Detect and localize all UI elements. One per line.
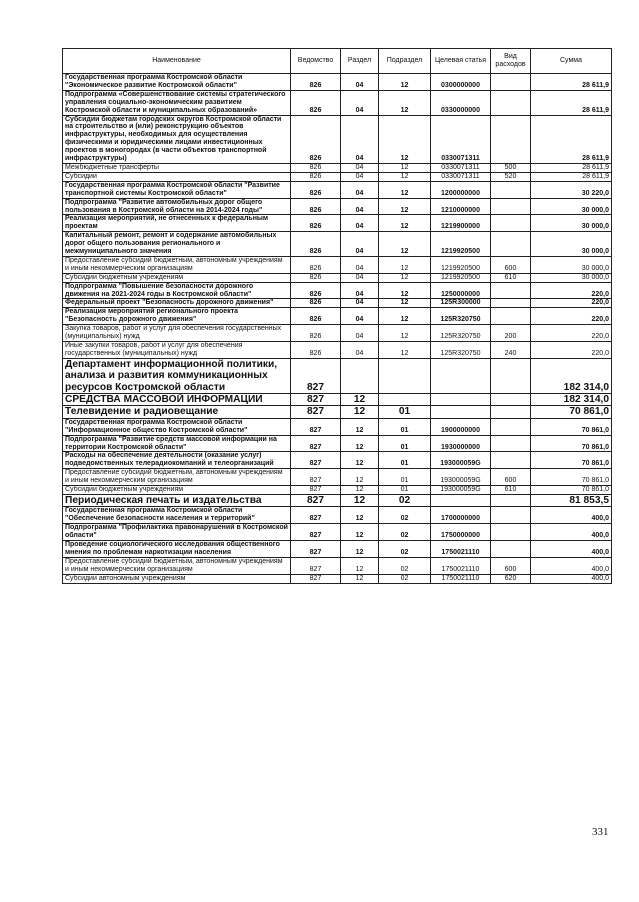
cell-subsection: 12 xyxy=(379,256,431,273)
cell-section: 04 xyxy=(341,115,379,163)
cell-exp xyxy=(491,215,531,232)
cell-sum: 400,0 xyxy=(531,507,612,524)
cell-sum: 28 611,9 xyxy=(531,74,612,91)
cell-section: 04 xyxy=(341,181,379,198)
cell-exp xyxy=(491,435,531,452)
cell-dept: 827 xyxy=(291,524,341,541)
table-row xyxy=(63,232,612,257)
cell-target xyxy=(431,394,491,406)
cell-target: 1250000000 xyxy=(431,282,491,299)
cell-subsection: 12 xyxy=(379,282,431,299)
cell-target: 193000059G xyxy=(431,452,491,469)
cell-subsection: 02 xyxy=(379,557,431,574)
table-row xyxy=(63,308,612,325)
cell-sum: 220,0 xyxy=(531,342,612,359)
cell-dept: 826 xyxy=(291,282,341,299)
cell-exp xyxy=(491,74,531,91)
table-row xyxy=(63,557,612,574)
cell-exp: 610 xyxy=(491,486,531,495)
cell-target: 1750021110 xyxy=(431,541,491,558)
cell-exp xyxy=(491,495,531,507)
cell-exp: 620 xyxy=(491,574,531,583)
cell-target xyxy=(431,495,491,507)
cell-dept: 826 xyxy=(291,308,341,325)
cell-section: 04 xyxy=(341,163,379,172)
cell-exp: 600 xyxy=(491,557,531,574)
cell-name: Субсидии бюджетам городских округов Костромской области на строительство и (или) реконструкцию объектов инфраструктуры, необходимых для осуществления физическими и юридическими лицами инвестиционных проектов в моногородах (в части объектов транспортной инфраструктуры) xyxy=(63,115,291,163)
cell-name: Субсидии автономным учреждениям xyxy=(63,574,291,583)
header-dept: Ведомство xyxy=(291,49,341,74)
cell-sum: 400,0 xyxy=(531,541,612,558)
cell-exp xyxy=(491,198,531,215)
table-row xyxy=(63,452,612,469)
cell-exp: 600 xyxy=(491,469,531,486)
cell-name: Периодическая печать и издательства xyxy=(63,495,291,507)
cell-dept: 827 xyxy=(291,418,341,435)
cell-subsection: 12 xyxy=(379,90,431,115)
cell-subsection: 02 xyxy=(379,524,431,541)
table-row xyxy=(63,418,612,435)
cell-sum: 220,0 xyxy=(531,308,612,325)
table-row xyxy=(63,495,612,507)
cell-dept: 826 xyxy=(291,172,341,181)
cell-target: 0300000000 xyxy=(431,74,491,91)
cell-dept: 826 xyxy=(291,299,341,308)
cell-sum: 81 853,5 xyxy=(531,495,612,507)
cell-target: 193000059G xyxy=(431,469,491,486)
table-row xyxy=(63,215,612,232)
cell-subsection: 12 xyxy=(379,273,431,282)
cell-name: Межбюджетные трансферты xyxy=(63,163,291,172)
cell-name: Государственная программа Костромской области "Экономическое развитие Костромской области" xyxy=(63,74,291,91)
cell-target: 1219900000 xyxy=(431,215,491,232)
cell-dept: 827 xyxy=(291,557,341,574)
cell-sum: 220,0 xyxy=(531,325,612,342)
cell-dept: 826 xyxy=(291,74,341,91)
cell-dept: 826 xyxy=(291,232,341,257)
cell-section: 04 xyxy=(341,74,379,91)
cell-sum: 400,0 xyxy=(531,557,612,574)
cell-exp: 600 xyxy=(491,256,531,273)
table-row xyxy=(63,198,612,215)
cell-sum: 400,0 xyxy=(531,524,612,541)
cell-sum: 400,0 xyxy=(531,574,612,583)
cell-dept: 826 xyxy=(291,163,341,172)
cell-dept: 827 xyxy=(291,435,341,452)
cell-sum: 70 861,0 xyxy=(531,469,612,486)
cell-name: Закупка товаров, работ и услуг для обеспечения государственных (муниципальных) нужд xyxy=(63,325,291,342)
cell-dept: 827 xyxy=(291,507,341,524)
cell-name: Телевидение и радиовещание xyxy=(63,406,291,418)
cell-section: 12 xyxy=(341,574,379,583)
cell-exp xyxy=(491,90,531,115)
cell-name: Федеральный проект "Безопасность дорожного движения" xyxy=(63,299,291,308)
cell-sum: 70 861,0 xyxy=(531,435,612,452)
cell-sum: 28 611,9 xyxy=(531,172,612,181)
cell-target: 1219920500 xyxy=(431,273,491,282)
table-row xyxy=(63,406,612,418)
cell-sum: 28 611,9 xyxy=(531,115,612,163)
cell-name: Подпрограмма «Совершенствование системы стратегического управления социально-экономическим развитием Костромской области и муниципальных образований» xyxy=(63,90,291,115)
table-row xyxy=(63,115,612,163)
cell-exp: 610 xyxy=(491,273,531,282)
cell-exp xyxy=(491,308,531,325)
cell-section: 04 xyxy=(341,256,379,273)
cell-sum: 28 611,9 xyxy=(531,163,612,172)
cell-name: Государственная программа Костромской области "Развитие транспортной системы Костромской области" xyxy=(63,181,291,198)
cell-dept: 826 xyxy=(291,256,341,273)
cell-section: 04 xyxy=(341,282,379,299)
cell-target: 1210000000 xyxy=(431,198,491,215)
header-target: Целевая статья xyxy=(431,49,491,74)
cell-target: 1900000000 xyxy=(431,418,491,435)
cell-sum: 70 861,0 xyxy=(531,406,612,418)
table-body xyxy=(63,74,612,584)
cell-name: Государственная программа Костромской области "Обеспечение безопасности населения и территорий" xyxy=(63,507,291,524)
cell-section: 04 xyxy=(341,273,379,282)
cell-name: СРЕДСТВА МАССОВОЙ ИНФОРМАЦИИ xyxy=(63,394,291,406)
cell-subsection: 12 xyxy=(379,181,431,198)
cell-sum: 30 220,0 xyxy=(531,181,612,198)
table-row xyxy=(63,574,612,583)
cell-target: 1750021110 xyxy=(431,557,491,574)
cell-section: 12 xyxy=(341,495,379,507)
cell-name: Иные закупки товаров, работ и услуг для обеспечения государственных (муниципальных) нужд xyxy=(63,342,291,359)
cell-sum: 70 861,0 xyxy=(531,452,612,469)
table-row xyxy=(63,507,612,524)
table-row xyxy=(63,273,612,282)
cell-name: Предоставление субсидий бюджетным, автономным учреждениям и иным некоммерческим организациям xyxy=(63,256,291,273)
table-row xyxy=(63,163,612,172)
cell-subsection: 12 xyxy=(379,198,431,215)
cell-dept: 826 xyxy=(291,325,341,342)
cell-subsection: 12 xyxy=(379,215,431,232)
cell-dept: 826 xyxy=(291,273,341,282)
cell-subsection: 01 xyxy=(379,452,431,469)
cell-sum: 182 314,0 xyxy=(531,394,612,406)
cell-section: 04 xyxy=(341,198,379,215)
cell-section: 04 xyxy=(341,342,379,359)
cell-exp: 200 xyxy=(491,325,531,342)
table-row xyxy=(63,486,612,495)
cell-section: 12 xyxy=(341,452,379,469)
cell-sum: 30 000,0 xyxy=(531,215,612,232)
cell-target: 1750000000 xyxy=(431,524,491,541)
cell-section: 12 xyxy=(341,435,379,452)
cell-exp xyxy=(491,181,531,198)
cell-section: 12 xyxy=(341,394,379,406)
cell-dept: 827 xyxy=(291,469,341,486)
table-row xyxy=(63,90,612,115)
cell-name: Подпрограмма "Развитие автомобильных дорог общего пользования в Костромской области на 2014-2024 годы" xyxy=(63,198,291,215)
header-section: Раздел xyxy=(341,49,379,74)
cell-sum: 70 861,0 xyxy=(531,418,612,435)
cell-target: 0330000000 xyxy=(431,90,491,115)
table-row xyxy=(63,256,612,273)
cell-name: Капитальный ремонт, ремонт и содержание автомобильных дорог общего пользования регионального и межмуниципального значения xyxy=(63,232,291,257)
cell-name: Государственная программа Костромской области "Информационное общество Костромской области" xyxy=(63,418,291,435)
cell-sum: 30 000,0 xyxy=(531,232,612,257)
cell-target: 1200000000 xyxy=(431,181,491,198)
cell-section: 04 xyxy=(341,308,379,325)
cell-name: Реализация мероприятий, не отнесенных к федеральным проектам xyxy=(63,215,291,232)
cell-section: 12 xyxy=(341,557,379,574)
cell-subsection: 12 xyxy=(379,163,431,172)
cell-dept: 826 xyxy=(291,115,341,163)
cell-exp xyxy=(491,418,531,435)
cell-subsection: 01 xyxy=(379,486,431,495)
cell-exp xyxy=(491,524,531,541)
table-row xyxy=(63,358,612,393)
table-row xyxy=(63,394,612,406)
cell-target: 0330071311 xyxy=(431,172,491,181)
cell-exp xyxy=(491,358,531,393)
table-row xyxy=(63,435,612,452)
cell-dept: 827 xyxy=(291,406,341,418)
cell-exp xyxy=(491,406,531,418)
cell-exp xyxy=(491,115,531,163)
cell-subsection: 12 xyxy=(379,232,431,257)
cell-sum: 30 000,0 xyxy=(531,256,612,273)
cell-target: 125R320750 xyxy=(431,308,491,325)
cell-name: Подпрограмма "Профилактика правонарушений в Костромской области" xyxy=(63,524,291,541)
cell-dept: 826 xyxy=(291,215,341,232)
cell-target: 125R320750 xyxy=(431,325,491,342)
cell-exp xyxy=(491,232,531,257)
cell-sum: 28 611,9 xyxy=(531,90,612,115)
cell-target xyxy=(431,358,491,393)
cell-name: Проведение социологического исследования общественного мнения по проблемам наркотизации населения xyxy=(63,541,291,558)
cell-name: Субсидии бюджетным учреждениям xyxy=(63,486,291,495)
cell-target: 193000059G xyxy=(431,486,491,495)
cell-target: 1219920500 xyxy=(431,232,491,257)
cell-target: 1750021110 xyxy=(431,574,491,583)
cell-name: Субсидии бюджетным учреждениям xyxy=(63,273,291,282)
cell-exp xyxy=(491,394,531,406)
header-exp: Вид расходов xyxy=(491,49,531,74)
cell-subsection xyxy=(379,394,431,406)
header-sum: Сумма xyxy=(531,49,612,74)
cell-subsection: 02 xyxy=(379,541,431,558)
cell-subsection: 02 xyxy=(379,495,431,507)
cell-name: Департамент информационной политики, анализа и развития коммуникационных ресурсов Костромской области xyxy=(63,358,291,393)
cell-section: 12 xyxy=(341,406,379,418)
cell-exp: 520 xyxy=(491,172,531,181)
cell-exp xyxy=(491,452,531,469)
cell-sum: 220,0 xyxy=(531,282,612,299)
cell-subsection: 12 xyxy=(379,115,431,163)
cell-subsection: 01 xyxy=(379,435,431,452)
cell-section xyxy=(341,358,379,393)
cell-sum: 220,0 xyxy=(531,299,612,308)
table-row xyxy=(63,172,612,181)
cell-subsection: 12 xyxy=(379,342,431,359)
cell-target: 1700000000 xyxy=(431,507,491,524)
cell-subsection: 02 xyxy=(379,574,431,583)
cell-exp: 240 xyxy=(491,342,531,359)
cell-exp xyxy=(491,507,531,524)
cell-target: 125R300000 xyxy=(431,299,491,308)
cell-target: 0330071311 xyxy=(431,163,491,172)
cell-subsection: 01 xyxy=(379,406,431,418)
cell-section: 12 xyxy=(341,524,379,541)
cell-section: 04 xyxy=(341,215,379,232)
table-header-row xyxy=(63,49,612,74)
cell-dept: 827 xyxy=(291,574,341,583)
cell-dept: 826 xyxy=(291,198,341,215)
table-row xyxy=(63,524,612,541)
cell-dept: 826 xyxy=(291,342,341,359)
cell-sum: 30 000,0 xyxy=(531,198,612,215)
table-row xyxy=(63,469,612,486)
table-row xyxy=(63,541,612,558)
cell-dept: 827 xyxy=(291,358,341,393)
cell-subsection: 12 xyxy=(379,299,431,308)
cell-name: Реализация мероприятий регионального проекта "Безопасность дорожного движения" xyxy=(63,308,291,325)
cell-section: 04 xyxy=(341,90,379,115)
cell-name: Предоставление субсидий бюджетным, автономным учреждениям и иным некоммерческим организациям xyxy=(63,469,291,486)
cell-subsection: 12 xyxy=(379,325,431,342)
cell-exp xyxy=(491,282,531,299)
cell-target xyxy=(431,406,491,418)
page-number: 331 xyxy=(592,826,609,838)
table-row xyxy=(63,74,612,91)
cell-dept: 827 xyxy=(291,486,341,495)
cell-target: 0330071311 xyxy=(431,115,491,163)
cell-subsection: 02 xyxy=(379,507,431,524)
cell-section: 12 xyxy=(341,507,379,524)
cell-subsection: 12 xyxy=(379,74,431,91)
cell-name: Подпрограмма "Повышение безопасности дорожного движения на 2021-2024 годы в Костромской области" xyxy=(63,282,291,299)
budget-table xyxy=(62,48,612,584)
cell-sum: 182 314,0 xyxy=(531,358,612,393)
cell-dept: 827 xyxy=(291,495,341,507)
cell-subsection: 12 xyxy=(379,308,431,325)
cell-section: 12 xyxy=(341,469,379,486)
table-row xyxy=(63,282,612,299)
cell-sum: 70 861,0 xyxy=(531,486,612,495)
cell-subsection xyxy=(379,358,431,393)
cell-subsection: 01 xyxy=(379,469,431,486)
cell-section: 04 xyxy=(341,232,379,257)
cell-dept: 827 xyxy=(291,394,341,406)
cell-exp xyxy=(491,299,531,308)
table-row xyxy=(63,181,612,198)
table-row xyxy=(63,325,612,342)
cell-dept: 827 xyxy=(291,541,341,558)
cell-name: Расходы на обеспечение деятельности (оказание услуг) подведомственных телерадиокомпаний и телеорганизаций xyxy=(63,452,291,469)
cell-name: Субсидии xyxy=(63,172,291,181)
header-name: Наименование xyxy=(63,49,291,74)
table-row xyxy=(63,342,612,359)
cell-dept: 826 xyxy=(291,181,341,198)
cell-name: Предоставление субсидий бюджетным, автономным учреждениям и иным некоммерческим организациям xyxy=(63,557,291,574)
cell-sum: 30 000,0 xyxy=(531,273,612,282)
cell-exp: 500 xyxy=(491,163,531,172)
cell-section: 04 xyxy=(341,325,379,342)
cell-dept: 826 xyxy=(291,90,341,115)
cell-name: Подпрограмма "Развитие средств массовой информации на территории Костромской области" xyxy=(63,435,291,452)
cell-target: 1219920500 xyxy=(431,256,491,273)
cell-section: 12 xyxy=(341,418,379,435)
cell-exp xyxy=(491,541,531,558)
cell-subsection: 01 xyxy=(379,418,431,435)
header-subsection: Подраздел xyxy=(379,49,431,74)
cell-section: 12 xyxy=(341,541,379,558)
cell-section: 04 xyxy=(341,172,379,181)
table-row xyxy=(63,299,612,308)
cell-section: 04 xyxy=(341,299,379,308)
cell-dept: 827 xyxy=(291,452,341,469)
cell-subsection: 12 xyxy=(379,172,431,181)
cell-target: 1930000000 xyxy=(431,435,491,452)
cell-section: 12 xyxy=(341,486,379,495)
cell-target: 125R320750 xyxy=(431,342,491,359)
